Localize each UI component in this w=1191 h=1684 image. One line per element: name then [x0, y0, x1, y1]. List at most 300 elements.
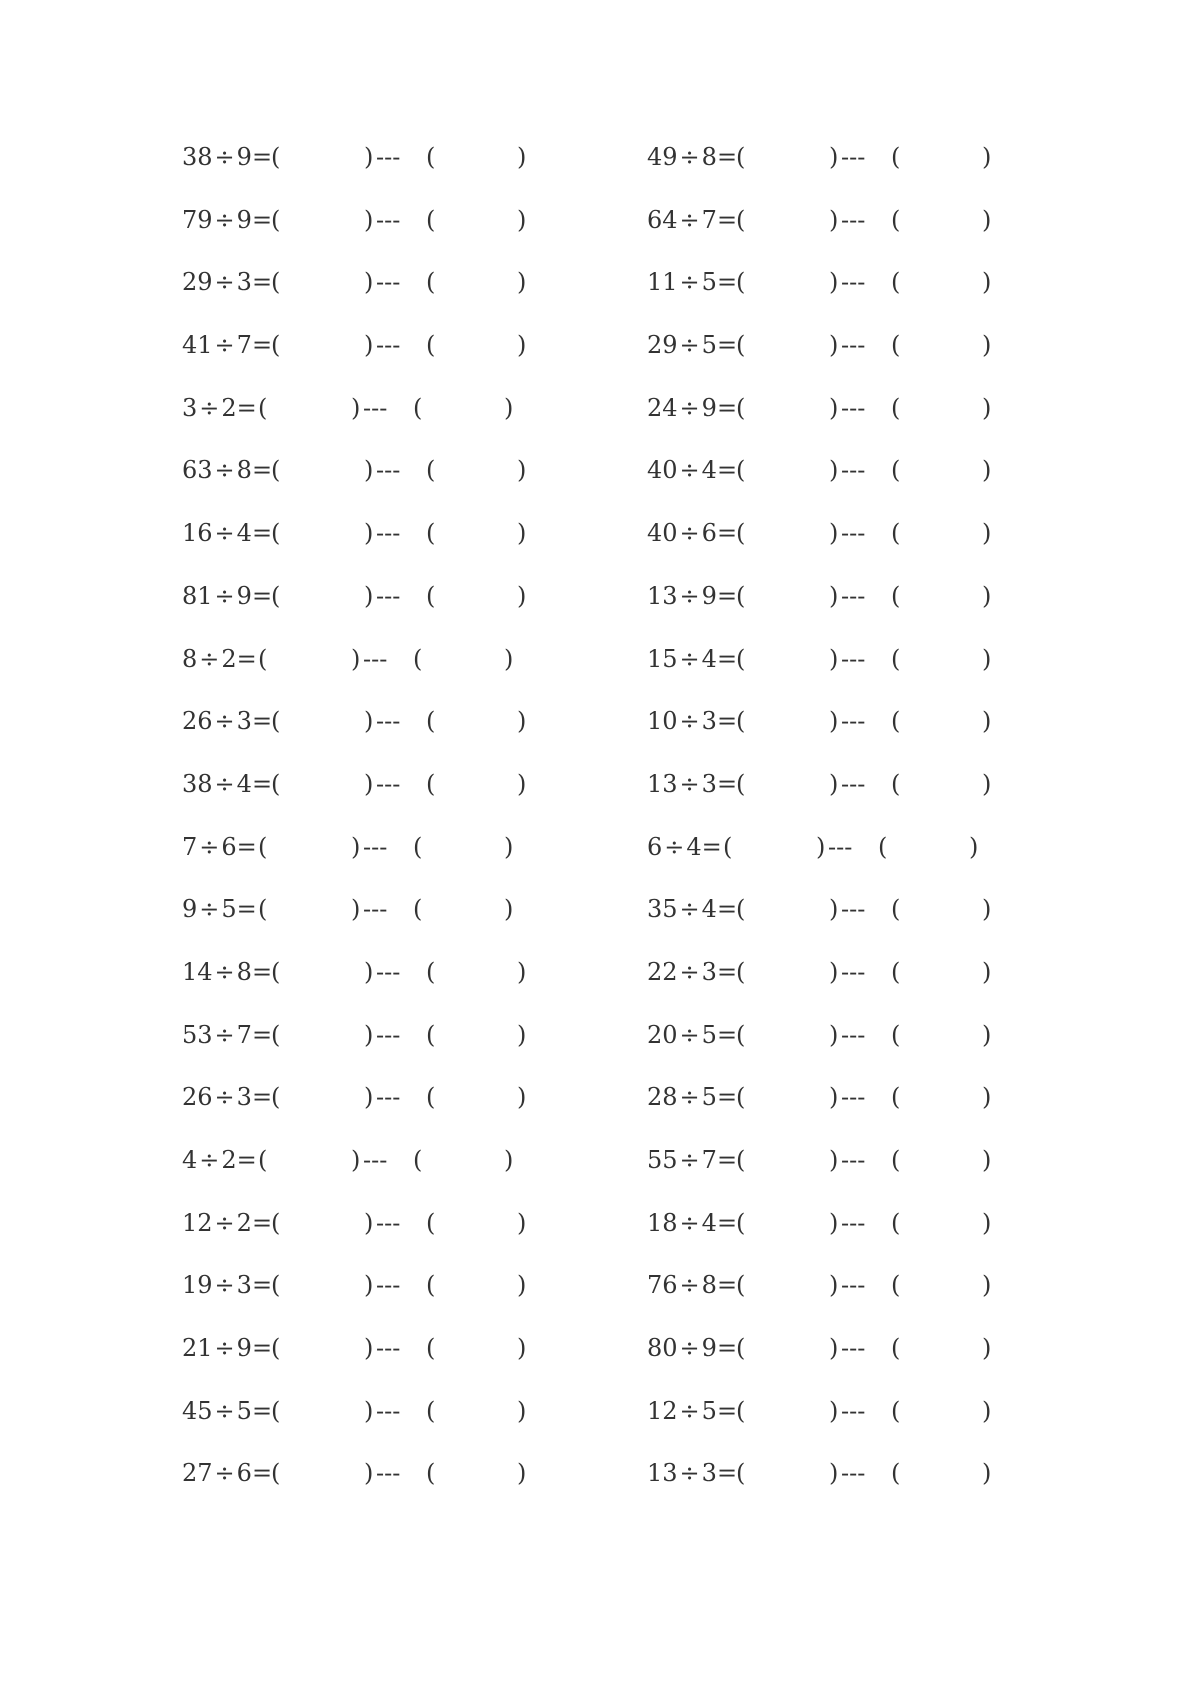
division-expression: [647, 327, 737, 363]
remainder-close-paren: ): [982, 1334, 992, 1363]
division-expression: [182, 264, 272, 300]
division-expression: [182, 703, 272, 739]
division-problem-row: [647, 891, 1007, 954]
division-problem-row: [647, 515, 1007, 578]
remainder-close-paren: ): [982, 519, 992, 548]
quotient-close-paren: ): [829, 393, 839, 422]
remainder-close-paren: ): [982, 895, 992, 924]
dividend: 53: [182, 1020, 213, 1049]
remainder-open-paren: (: [426, 1083, 436, 1112]
quotient-close-paren: ): [364, 1271, 374, 1300]
equals-sign: =: [716, 143, 738, 171]
divisor: 3: [701, 769, 717, 798]
division-problem-row: [647, 139, 1007, 202]
divisor: 5: [701, 1083, 717, 1112]
remainder-separator: ---: [376, 1020, 401, 1049]
division-expression: [647, 264, 737, 300]
remainder-close-paren: ): [982, 1020, 992, 1049]
remainder-open-paren: (: [413, 644, 423, 673]
dividend: 45: [182, 1396, 213, 1425]
dividend: 27: [182, 1459, 213, 1488]
division-problem-row: [647, 1330, 1007, 1393]
quotient-open-paren: (: [258, 832, 268, 861]
quotient-close-paren: ): [364, 581, 374, 610]
division-sign: ÷: [679, 519, 700, 548]
division-problem-row: [647, 390, 1007, 453]
quotient-close-paren: ): [364, 519, 374, 548]
dividend: 9: [182, 895, 198, 924]
division-sign: ÷: [679, 1396, 700, 1425]
quotient-open-paren: (: [271, 143, 281, 171]
division-expression: [182, 452, 272, 488]
division-problem-row: [647, 1079, 1007, 1142]
remainder-close-paren: ): [982, 1271, 992, 1300]
quotient-close-paren: ): [351, 393, 361, 422]
quotient-open-paren: (: [271, 331, 281, 360]
quotient-close-paren: ): [829, 1459, 839, 1488]
dividend: 41: [182, 331, 213, 360]
quotient-open-paren: (: [736, 519, 746, 548]
dividend: 16: [182, 519, 213, 548]
quotient-close-paren: ): [364, 1459, 374, 1488]
divisor: 2: [221, 1146, 237, 1174]
divisor: 3: [236, 707, 252, 736]
equals-sign: =: [251, 1396, 273, 1425]
quotient-open-paren: (: [736, 205, 746, 234]
division-expression: [182, 829, 257, 865]
division-expression: [647, 390, 737, 426]
remainder-close-paren: ): [982, 707, 992, 736]
division-sign: ÷: [199, 1146, 220, 1174]
division-expression: [182, 515, 272, 551]
remainder-open-paren: (: [426, 519, 436, 548]
division-expression: [647, 766, 737, 802]
remainder-separator: ---: [376, 1396, 401, 1425]
remainder-separator: ---: [376, 581, 401, 610]
quotient-open-paren: (: [736, 393, 746, 422]
division-sign: ÷: [214, 205, 235, 234]
remainder-open-paren: (: [891, 268, 901, 297]
equals-sign: =: [716, 1208, 738, 1237]
remainder-close-paren: ): [517, 1396, 527, 1425]
quotient-close-paren: ): [829, 1208, 839, 1237]
division-sign: ÷: [679, 1208, 700, 1237]
quotient-close-paren: ): [364, 456, 374, 485]
quotient-open-paren: (: [736, 1334, 746, 1363]
remainder-open-paren: (: [891, 769, 901, 798]
remainder-open-paren: (: [891, 1083, 901, 1112]
dividend: 22: [647, 957, 678, 986]
divisor: 9: [236, 205, 252, 234]
remainder-close-paren: ): [517, 957, 527, 986]
division-sign: ÷: [679, 1271, 700, 1300]
dividend: 81: [182, 581, 213, 610]
remainder-close-paren: ): [517, 1334, 527, 1363]
division-sign: ÷: [679, 957, 700, 986]
divisor: 4: [701, 1208, 717, 1237]
division-problem-row: [647, 954, 1007, 1017]
equals-sign: =: [251, 143, 273, 171]
remainder-close-paren: ): [517, 331, 527, 360]
division-sign: ÷: [679, 644, 700, 673]
dividend: 38: [182, 143, 213, 171]
division-problem-row: [182, 641, 542, 704]
dividend: 20: [647, 1020, 678, 1049]
quotient-open-paren: (: [736, 1083, 746, 1112]
remainder-open-paren: (: [891, 1396, 901, 1425]
divisor: 4: [701, 644, 717, 673]
remainder-open-paren: (: [413, 1146, 423, 1174]
dividend: 18: [647, 1208, 678, 1237]
quotient-close-paren: ): [364, 1334, 374, 1363]
quotient-close-paren: ): [829, 769, 839, 798]
divisor: 9: [236, 143, 252, 171]
remainder-open-paren: (: [891, 331, 901, 360]
remainder-separator: ---: [841, 1083, 866, 1112]
quotient-open-paren: (: [271, 1396, 281, 1425]
remainder-open-paren: (: [413, 832, 423, 861]
equals-sign: =: [716, 581, 738, 610]
equals-sign: =: [716, 895, 738, 924]
equals-sign: =: [236, 644, 257, 673]
dividend: 15: [647, 644, 678, 673]
quotient-open-paren: (: [736, 1396, 746, 1425]
remainder-close-paren: ): [517, 1020, 527, 1049]
divisor: 2: [221, 644, 237, 673]
remainder-close-paren: ): [517, 268, 527, 297]
division-expression: [182, 1017, 272, 1053]
remainder-separator: ---: [841, 581, 866, 610]
remainder-open-paren: (: [426, 769, 436, 798]
equals-sign: =: [716, 1334, 738, 1363]
divisor: 3: [701, 1459, 717, 1488]
equals-sign: =: [716, 1083, 738, 1112]
quotient-close-paren: ): [829, 1334, 839, 1363]
equals-sign: =: [716, 393, 738, 422]
quotient-close-paren: ): [364, 268, 374, 297]
division-expression: [647, 1205, 737, 1241]
division-expression: [182, 578, 272, 614]
division-expression: [647, 452, 737, 488]
remainder-separator: ---: [841, 707, 866, 736]
remainder-separator: ---: [376, 707, 401, 736]
division-expression: [647, 578, 737, 614]
division-sign: ÷: [679, 456, 700, 485]
divisor: 9: [701, 1334, 717, 1363]
quotient-close-paren: ): [364, 143, 374, 171]
remainder-separator: ---: [841, 205, 866, 234]
division-problem-row: [647, 703, 1007, 766]
divisor: 8: [236, 957, 252, 986]
quotient-open-paren: (: [258, 644, 268, 673]
division-sign: ÷: [214, 769, 235, 798]
quotient-close-paren: ): [829, 519, 839, 548]
division-problem-row: [182, 703, 542, 766]
remainder-close-paren: ): [504, 644, 514, 673]
quotient-close-paren: ): [829, 143, 839, 171]
remainder-open-paren: (: [426, 456, 436, 485]
remainder-separator: ---: [376, 769, 401, 798]
division-sign: ÷: [214, 581, 235, 610]
dividend: 28: [647, 1083, 678, 1112]
remainder-separator: ---: [841, 1396, 866, 1425]
equals-sign: =: [251, 205, 273, 234]
dividend: 29: [647, 331, 678, 360]
remainder-open-paren: (: [426, 205, 436, 234]
division-sign: ÷: [214, 1020, 235, 1049]
quotient-close-paren: ): [829, 205, 839, 234]
dividend: 38: [182, 769, 213, 798]
remainder-open-paren: (: [891, 1459, 901, 1488]
dividend: 3: [182, 393, 198, 422]
remainder-separator: ---: [841, 1334, 866, 1363]
remainder-close-paren: ): [517, 519, 527, 548]
quotient-close-paren: ): [364, 769, 374, 798]
division-problem-row: [647, 202, 1007, 265]
quotient-close-paren: ): [829, 957, 839, 986]
remainder-open-paren: (: [891, 895, 901, 924]
division-sign: ÷: [679, 205, 700, 234]
division-problem-row: [182, 578, 542, 641]
divisor: 4: [236, 769, 252, 798]
remainder-open-paren: (: [878, 832, 888, 861]
quotient-open-paren: (: [736, 331, 746, 360]
equals-sign: =: [236, 895, 257, 924]
division-expression: [647, 515, 737, 551]
division-problem-row: [647, 766, 1007, 829]
remainder-separator: ---: [363, 644, 388, 673]
equals-sign: =: [716, 1020, 738, 1049]
division-expression: [182, 202, 272, 238]
remainder-open-paren: (: [891, 957, 901, 986]
dividend: 76: [647, 1271, 678, 1300]
division-sign: ÷: [679, 1459, 700, 1488]
remainder-open-paren: (: [891, 644, 901, 673]
quotient-open-paren: (: [736, 268, 746, 297]
dividend: 79: [182, 205, 213, 234]
division-sign: ÷: [214, 143, 235, 171]
divisor: 8: [236, 456, 252, 485]
remainder-close-paren: ): [517, 707, 527, 736]
equals-sign: =: [251, 1208, 273, 1237]
quotient-open-paren: (: [736, 1020, 746, 1049]
remainder-close-paren: ): [982, 581, 992, 610]
division-expression: [182, 1142, 257, 1178]
equals-sign: =: [716, 1459, 738, 1488]
remainder-open-paren: (: [426, 707, 436, 736]
equals-sign: =: [251, 957, 273, 986]
equals-sign: =: [716, 456, 738, 485]
quotient-open-paren: (: [736, 895, 746, 924]
divisor: 3: [236, 1271, 252, 1300]
quotient-close-paren: ): [829, 456, 839, 485]
remainder-separator: ---: [376, 1083, 401, 1112]
quotient-close-paren: ): [829, 1146, 839, 1174]
quotient-open-paren: (: [736, 581, 746, 610]
divisor: 3: [701, 957, 717, 986]
quotient-close-paren: ): [364, 1208, 374, 1237]
equals-sign: =: [236, 832, 257, 861]
equals-sign: =: [251, 1334, 273, 1363]
division-sign: ÷: [214, 331, 235, 360]
division-sign: ÷: [199, 832, 220, 861]
quotient-open-paren: (: [736, 456, 746, 485]
divisor: 8: [701, 143, 717, 171]
quotient-open-paren: (: [736, 1146, 746, 1174]
division-problem-row: [182, 1205, 542, 1268]
quotient-close-paren: ): [829, 1396, 839, 1425]
divisor: 5: [701, 268, 717, 297]
quotient-open-paren: (: [736, 707, 746, 736]
quotient-open-paren: (: [736, 1459, 746, 1488]
quotient-open-paren: (: [271, 1334, 281, 1363]
remainder-separator: ---: [376, 143, 401, 171]
remainder-close-paren: ): [982, 143, 992, 171]
remainder-close-paren: ): [982, 644, 992, 673]
remainder-close-paren: ): [982, 1083, 992, 1112]
divisor: 3: [236, 268, 252, 297]
quotient-close-paren: ): [829, 1020, 839, 1049]
remainder-open-paren: (: [426, 957, 436, 986]
division-problem-row: [182, 1455, 542, 1518]
dividend: 26: [182, 1083, 213, 1112]
remainder-close-paren: ): [517, 1271, 527, 1300]
remainder-separator: ---: [841, 143, 866, 171]
equals-sign: =: [716, 1146, 738, 1174]
remainder-open-paren: (: [891, 205, 901, 234]
quotient-open-paren: (: [258, 895, 268, 924]
division-sign: ÷: [214, 1396, 235, 1425]
division-expression: [182, 1455, 272, 1491]
quotient-close-paren: ): [364, 957, 374, 986]
division-sign: ÷: [199, 895, 220, 924]
division-sign: ÷: [214, 1334, 235, 1363]
division-problem-row: [647, 1267, 1007, 1330]
remainder-separator: ---: [376, 205, 401, 234]
equals-sign: =: [716, 769, 738, 798]
equals-sign: =: [701, 832, 722, 861]
equals-sign: =: [716, 205, 738, 234]
remainder-open-paren: (: [891, 581, 901, 610]
division-expression: [647, 1393, 737, 1429]
dividend: 11: [647, 268, 678, 297]
dividend: 40: [647, 456, 678, 485]
remainder-close-paren: ): [504, 895, 514, 924]
quotient-close-paren: ): [364, 1396, 374, 1425]
division-expression: [182, 1205, 272, 1241]
dividend: 49: [647, 143, 678, 171]
dividend: 13: [647, 581, 678, 610]
quotient-open-paren: (: [271, 205, 281, 234]
quotient-close-paren: ): [829, 268, 839, 297]
divisor: 8: [701, 1271, 717, 1300]
remainder-open-paren: (: [891, 1271, 901, 1300]
division-expression: [647, 1017, 737, 1053]
division-sign: ÷: [664, 832, 685, 861]
dividend: 63: [182, 456, 213, 485]
quotient-close-paren: ): [829, 581, 839, 610]
remainder-open-paren: (: [891, 143, 901, 171]
divisor: 7: [701, 205, 717, 234]
division-problem-row: [647, 264, 1007, 327]
dividend: 35: [647, 895, 678, 924]
quotient-close-paren: ): [364, 707, 374, 736]
division-problem-row: [182, 327, 542, 390]
remainder-close-paren: ): [517, 769, 527, 798]
division-sign: ÷: [199, 393, 220, 422]
remainder-open-paren: (: [413, 895, 423, 924]
remainder-open-paren: (: [426, 1271, 436, 1300]
division-sign: ÷: [679, 1020, 700, 1049]
quotient-close-paren: ): [829, 707, 839, 736]
divisor: 9: [236, 581, 252, 610]
division-sign: ÷: [679, 1146, 700, 1174]
remainder-close-paren: ): [517, 456, 527, 485]
remainder-open-paren: (: [426, 1396, 436, 1425]
division-problem-row: [182, 829, 542, 892]
remainder-separator: ---: [376, 519, 401, 548]
divisor: 6: [701, 519, 717, 548]
remainder-open-paren: (: [891, 1146, 901, 1174]
division-problem-row: [182, 264, 542, 327]
equals-sign: =: [251, 268, 273, 297]
divisor: 7: [236, 331, 252, 360]
division-problem-row: [647, 641, 1007, 704]
division-expression: [647, 703, 737, 739]
division-expression: [182, 1267, 272, 1303]
quotient-close-paren: ): [829, 895, 839, 924]
remainder-close-paren: ): [517, 581, 527, 610]
quotient-close-paren: ): [351, 1146, 361, 1174]
division-problem-row: [182, 452, 542, 515]
division-expression: [647, 1455, 737, 1491]
dividend: 13: [647, 1459, 678, 1488]
remainder-open-paren: (: [891, 707, 901, 736]
division-sign: ÷: [679, 143, 700, 171]
divisor: 5: [701, 1020, 717, 1049]
quotient-open-paren: (: [258, 1146, 268, 1174]
remainder-close-paren: ): [504, 832, 514, 861]
dividend: 14: [182, 957, 213, 986]
remainder-close-paren: ): [982, 1208, 992, 1237]
remainder-separator: ---: [841, 393, 866, 422]
equals-sign: =: [251, 1271, 273, 1300]
equals-sign: =: [716, 1396, 738, 1425]
remainder-open-paren: (: [891, 1020, 901, 1049]
division-problem-row: [647, 1205, 1007, 1268]
remainder-open-paren: (: [426, 268, 436, 297]
remainder-close-paren: ): [517, 143, 527, 171]
division-expression: [647, 829, 722, 865]
division-expression: [647, 891, 737, 927]
division-expression: [182, 1393, 272, 1429]
remainder-open-paren: (: [891, 393, 901, 422]
remainder-separator: ---: [841, 1459, 866, 1488]
remainder-close-paren: ): [517, 1083, 527, 1112]
division-sign: ÷: [679, 268, 700, 297]
remainder-separator: ---: [376, 957, 401, 986]
quotient-close-paren: ): [829, 1083, 839, 1112]
quotient-open-paren: (: [736, 957, 746, 986]
remainder-separator: ---: [363, 895, 388, 924]
dividend: 19: [182, 1271, 213, 1300]
remainder-separator: ---: [841, 519, 866, 548]
divisor: 5: [701, 331, 717, 360]
remainder-separator: ---: [363, 832, 388, 861]
dividend: 64: [647, 205, 678, 234]
remainder-open-paren: (: [426, 1020, 436, 1049]
dividend: 8: [182, 644, 198, 673]
